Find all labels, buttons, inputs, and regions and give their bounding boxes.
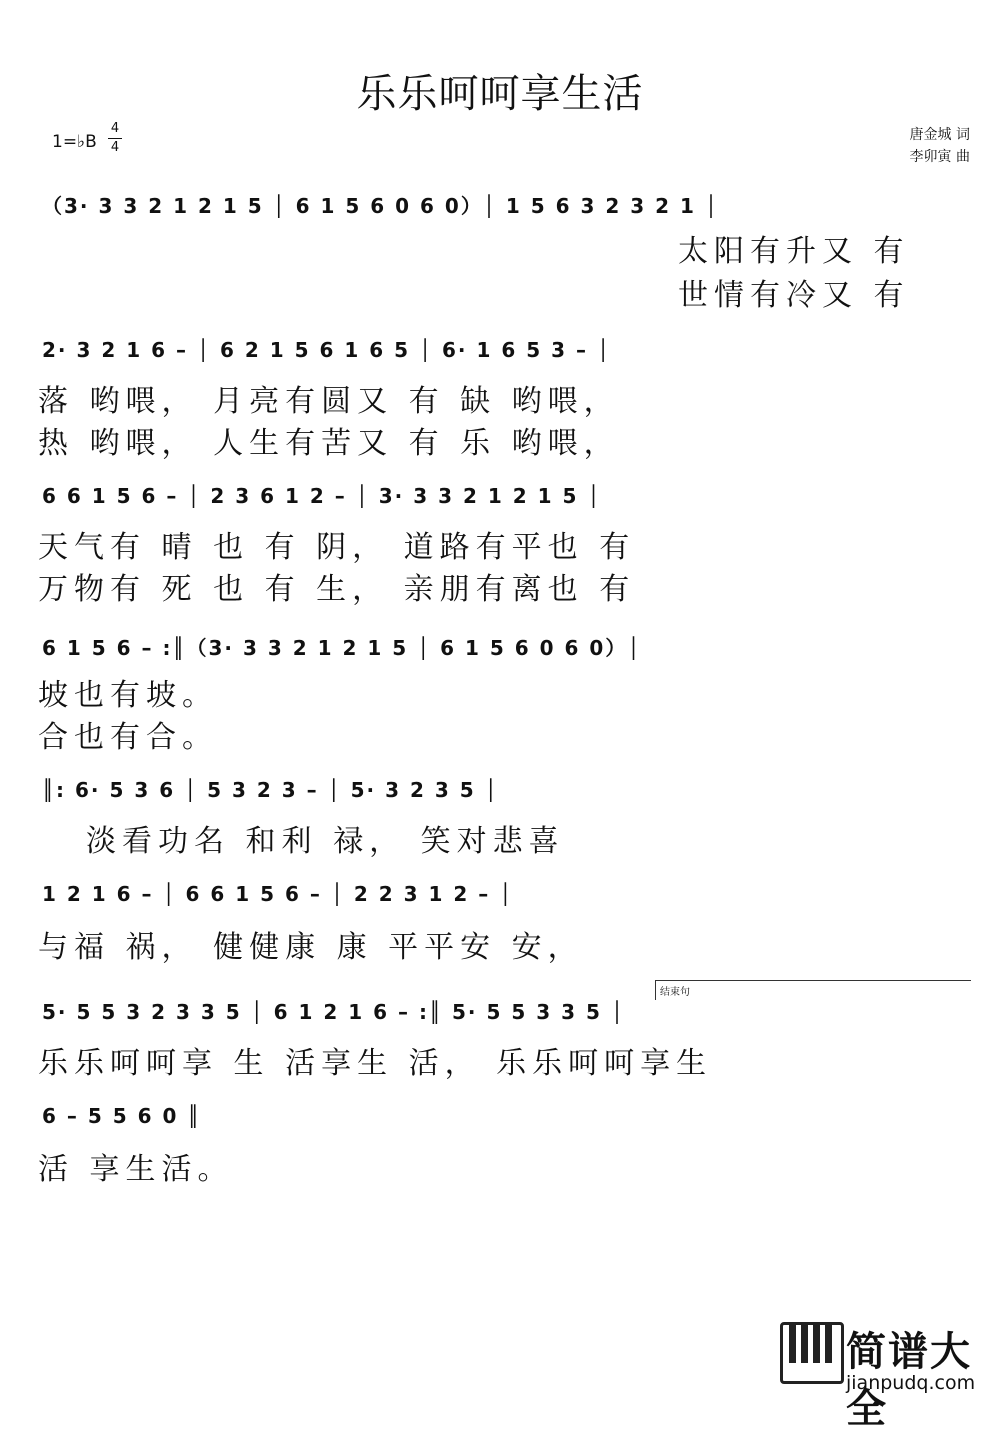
lyric-line-2-verse-1: 落 哟喂， 月亮有圆又 有 缺 哟喂， — [38, 384, 620, 419]
time-signature-top: 4 — [110, 121, 120, 136]
lyric-line-6: 与福 祸， 健健康 康 平平安 安， — [38, 930, 584, 965]
composer-credit: 李卯寅 曲 — [909, 149, 970, 165]
lyric-line-8: 活 享生活。 — [38, 1152, 234, 1187]
site-brand-name: 简谱大全 — [846, 1329, 972, 1432]
lyric-line-4-verse-1: 坡也有坡。 — [38, 678, 218, 713]
notation-line-7: 5· 5 5 3 2 3 3 5 │ 6 1 2 1 6 – :║ 5· 5 5 3 3 5 │ — [42, 1000, 625, 1024]
notation-line-3: 6 6 1 5 6 – │ 2 3 6 1 2 – │ 3· 3 3 2 1 2 1 5 │ — [42, 484, 602, 508]
notation-line-8: 6 – 5 5 6 0 ║ — [42, 1104, 202, 1128]
lyric-line-3-verse-1: 天气有 晴 也 有 阴， 道路有平也 有 — [38, 530, 636, 565]
notation-line-1: （3· 3 3 2 1 2 1 5 │ 6 1 5 6 0 6 0）│ 1 5 6 3 2 3 2 1 │ — [42, 194, 719, 218]
lyric-line-7: 乐乐呵呵享 生 活享生 活， 乐乐呵呵享生 — [38, 1046, 713, 1081]
lyric-line-4-verse-2: 合也有合。 — [38, 720, 218, 755]
piano-keys-icon — [780, 1322, 844, 1384]
lyricist-credit: 唐金城 词 — [909, 127, 970, 143]
notation-line-6: 1 2 1 6 – │ 6 6 1 5 6 – │ 2 2 3 1 2 – │ — [42, 882, 514, 906]
notation-line-5: ║: 6· 5 3 6 │ 5 3 2 3 – │ 5· 3 2 3 5 │ — [42, 778, 499, 802]
lyric-line-1-verse-1: 太阳有升又 有 — [678, 234, 910, 269]
notation-line-4: 6 1 5 6 – :║（3· 3 3 2 1 2 1 5 │ 6 1 5 6 0 6 0）│ — [42, 636, 642, 660]
time-signature-bottom: 4 — [110, 140, 120, 155]
time-signature — [108, 121, 122, 156]
lyric-line-5: 淡看功名 和利 禄， 笑对悲喜 — [86, 824, 565, 859]
lyric-line-2-verse-2: 热 哟喂， 人生有苦又 有 乐 哟喂， — [38, 426, 620, 461]
site-url[interactable]: jianpudq.com — [846, 1372, 976, 1394]
key-signature: 1=♭B — [52, 132, 97, 152]
site-logo[interactable] — [780, 1320, 1000, 1432]
notation-line-2: 2· 3 2 1 6 – │ 6 2 1 5 6 1 6 5 │ 6· 1 6 5 3 – │ — [42, 338, 611, 362]
lyric-line-1-verse-2: 世情有冷又 有 — [678, 278, 910, 313]
ending-marker — [655, 980, 971, 1000]
ending-label: 结束句 — [660, 987, 690, 998]
lyric-line-3-verse-2: 万物有 死 也 有 生， 亲朋有离也 有 — [38, 572, 636, 607]
song-title: 乐乐呵呵享生活 — [356, 71, 644, 117]
